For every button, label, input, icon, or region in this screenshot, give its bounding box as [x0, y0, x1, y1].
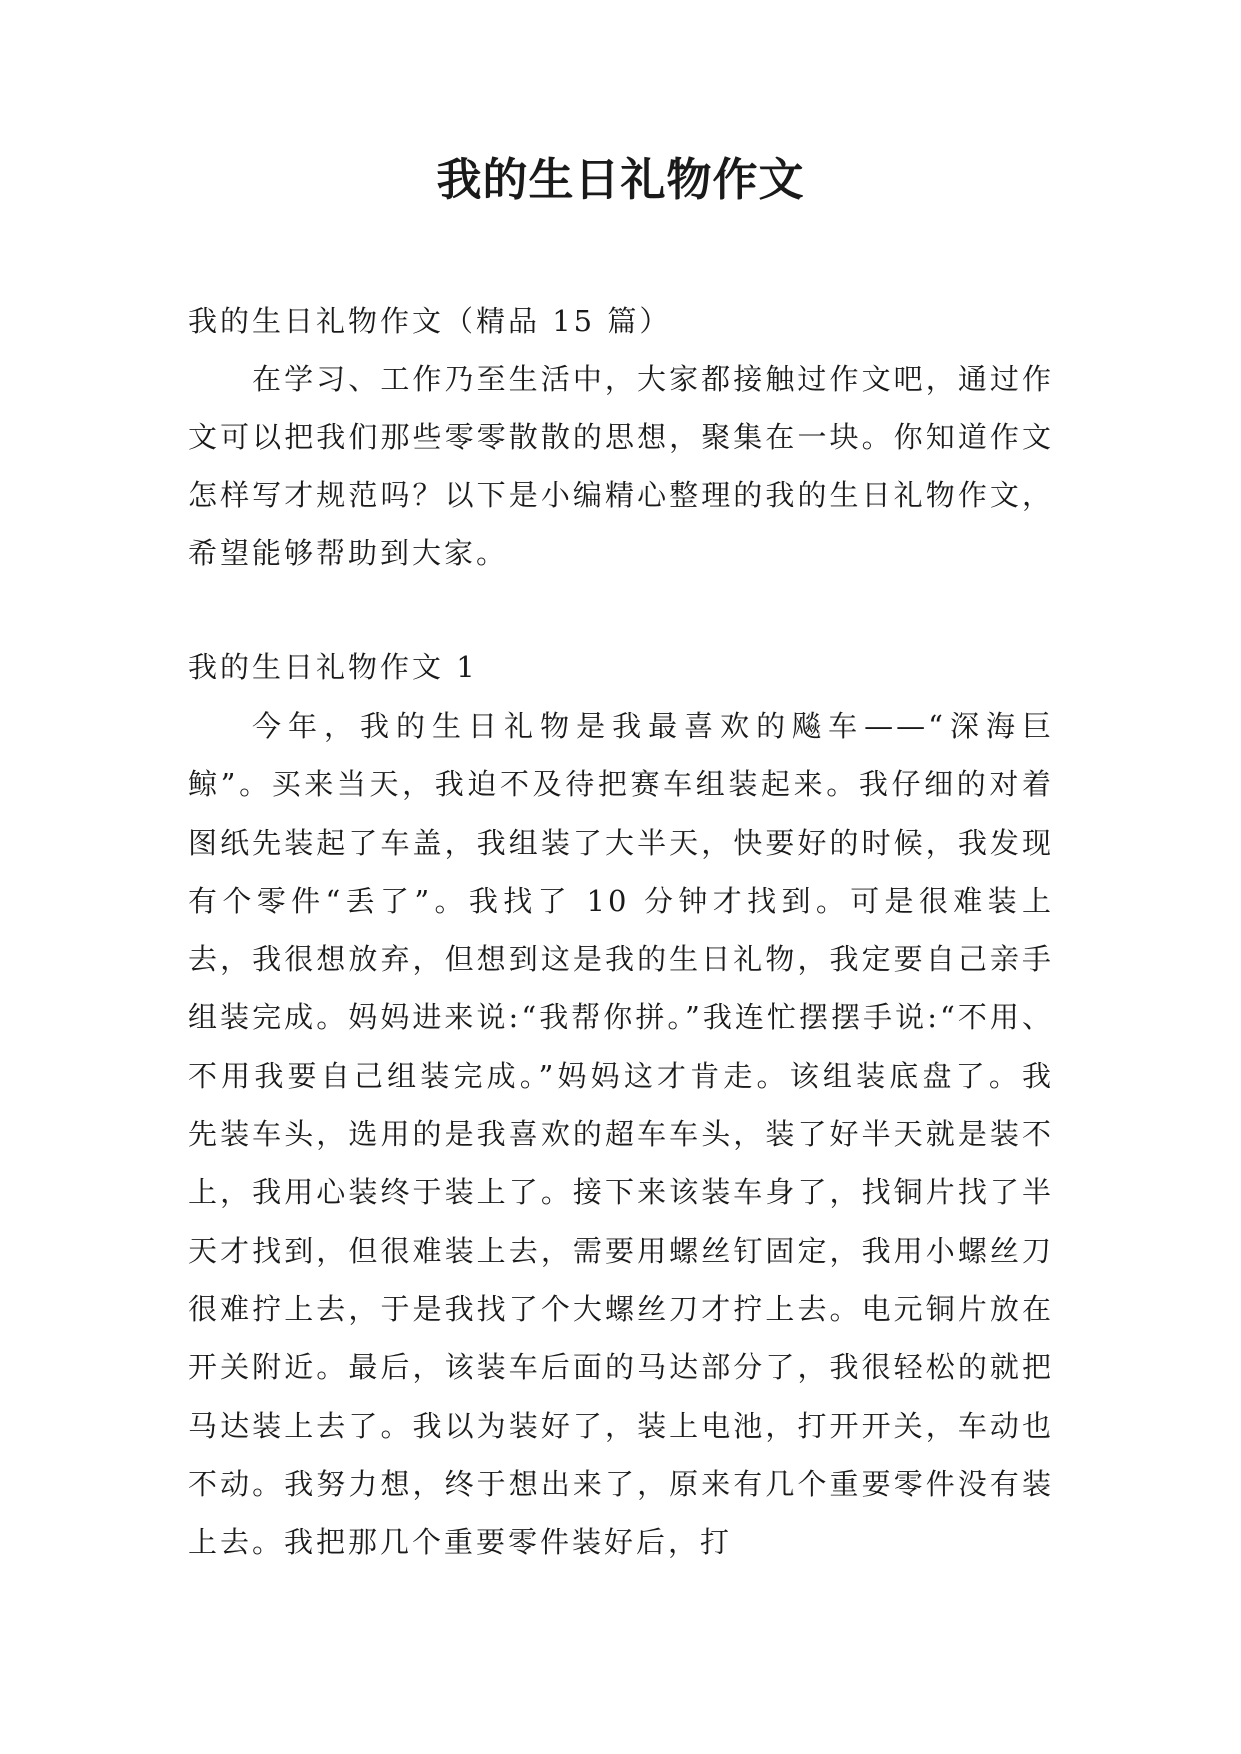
section-heading: 我的生日礼物作文 1 [188, 650, 478, 684]
intro-paragraph: 在学习、工作乃至生活中，大家都接触过作文吧，通过作文可以把我们那些零零散散的思想，聚集在一块。你知道作文怎样写才规范吗？以下是小编精心整理的我的生日礼物作文，希望能够帮助到大家。 [188, 362, 1054, 570]
document-title: 我的生日礼物作文 [436, 153, 805, 206]
document-subtitle: 我的生日礼物作文（精品 15 篇） [188, 304, 672, 338]
section-paragraph: 今年，我的生日礼物是我最喜欢的飚车——“深海巨鲸”。买来当天，我迫不及待把赛车组装起来。我仔细的对着图纸先装起了车盖，我组装了大半天，快要好的时候，我发现有个零件“丢了”。我找了 10 分钟才找到。可是很难装上去，我很想放弃，但想到这是我的生日礼物，我定要自己亲手组装完成。妈妈进来说:“我帮你拼。”我连忙摆摆手说:“不用、不用我要自己组装完成。”妈妈这才肯走。该组装底盘了。我先装车头，选用的是我喜欢的超车车头，装了好半天就是装不上，我用心装终于装上了。接下来该装车身了，找铜片找了半天才找到，但很难装上去，需要用螺丝钉固定，我用小螺丝刀很难拧上去，于是我找了个大螺丝刀才拧上去。电元铜片放在开关附近。最后，该装车后面的马达部分了，我很轻松的就把马达装上去了。我以为装好了，装上电池，打开开关，车动也不动。我努力想，终于想出来了，原来有几个重要零件没有装上去。我把那几个重要零件装好后，打 [188, 709, 1054, 1560]
